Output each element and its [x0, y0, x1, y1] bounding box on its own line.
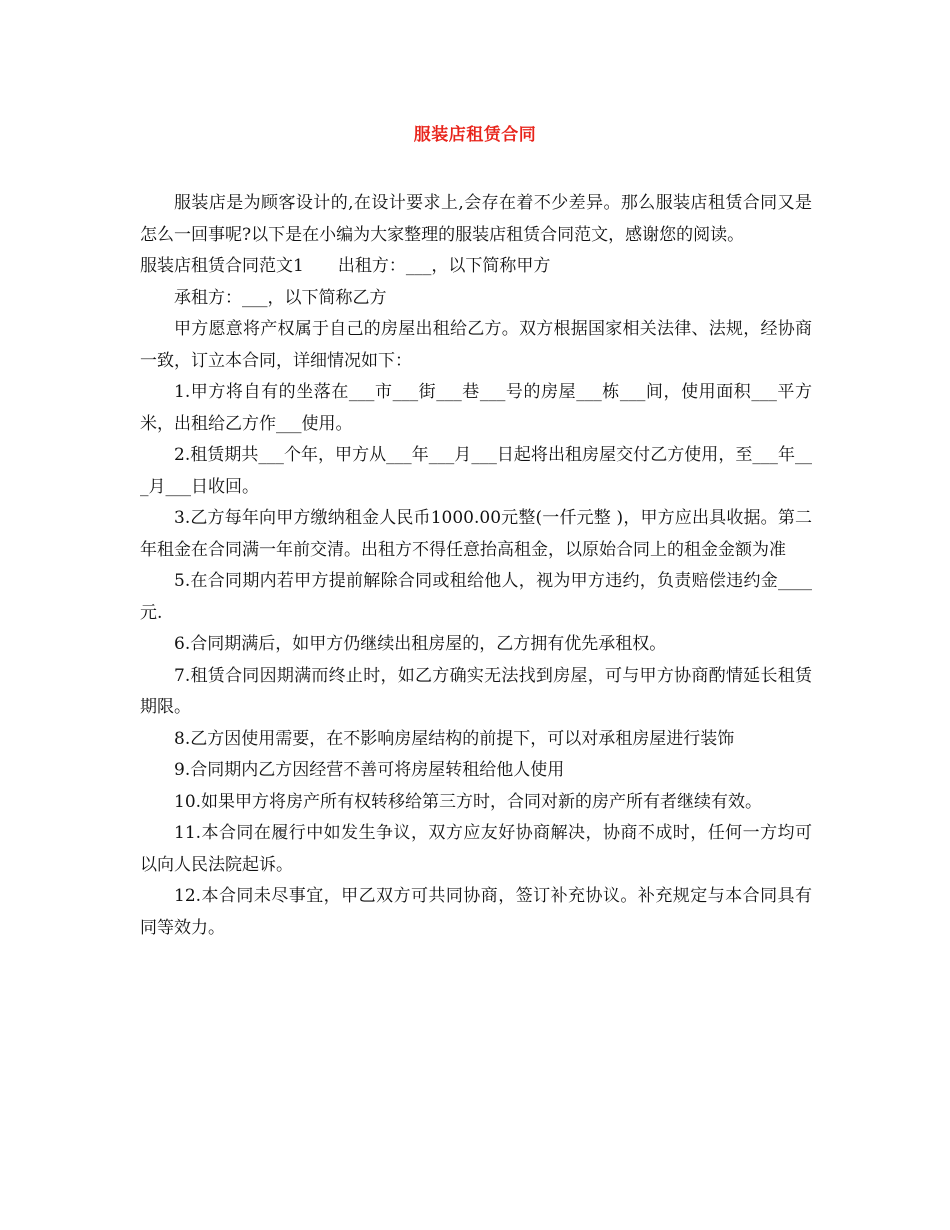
clause-7: 7.租赁合同因期满而终止时，如乙方确实无法找到房屋，可与甲方协商酌情延长租赁期限。: [140, 665, 812, 717]
clause-9: 9.合同期内乙方因经营不善可将房屋转租给他人使用: [174, 760, 565, 780]
lessee-line: 承租方：___，以下简称乙方: [174, 287, 387, 308]
preamble-paragraph: 甲方愿意将产权属于自己的房屋出租给乙方。双方根据国家相关法律、法规，经协商一致，订立本合同，详细情况如下：: [140, 319, 812, 371]
clause-1: 1.甲方将自有的坐落在___市___街___巷___号的房屋___栋___间，使用面积___平方米，出租给乙方作___使用。: [140, 382, 812, 434]
clause-5: 5.在合同期内若甲方提前解除合同或租给他人，视为甲方违约，负责赔偿违约金____元.: [140, 571, 812, 623]
clause-10: 10.如果甲方将房产所有权转移给第三方时，合同对新的房产所有者继续有效。: [174, 791, 763, 812]
clause-6: 6.合同期满后，如甲方仍继续出租房屋的，乙方拥有优先承租权。: [174, 634, 667, 654]
document-title: 服装店租赁合同: [413, 125, 537, 145]
sample-heading-lessor-line: 服装店租赁合同范文1 出租方：___，以下简称甲方: [140, 256, 551, 276]
intro-paragraph: 服装店是为顾客设计的,在设计要求上,会存在着不少差异。那么服装店租赁合同又是怎么一回事呢?以下是在小编为大家整理的服装店租赁合同范文，感谢您的阅读。: [140, 193, 812, 245]
clause-8: 8.乙方因使用需要，在不影响房屋结构的前提下，可以对承租房屋进行装饰: [174, 728, 735, 749]
document-body: [140, 188, 812, 944]
clause-12: 12.本合同未尽事宜，甲乙双方可共同协商，签订补充协议。补充规定与本合同具有同等效力。: [140, 886, 812, 938]
clause-2: 2.租赁期共___个年，甲方从___年___月___日起将出租房屋交付乙方使用，至___年___月___日收回。: [140, 445, 812, 497]
clause-3: 3.乙方每年向甲方缴纳租金人民币1000.00元整(一仟元整 )，甲方应出具收据。第二年租金在合同满一年前交清。出租方不得任意抬高租金，以原始合同上的租金金额为准: [140, 508, 812, 560]
clause-11: 11.本合同在履行中如发生争议，双方应友好协商解决，协商不成时，任何一方均可以向人民法院起诉。: [140, 823, 812, 875]
